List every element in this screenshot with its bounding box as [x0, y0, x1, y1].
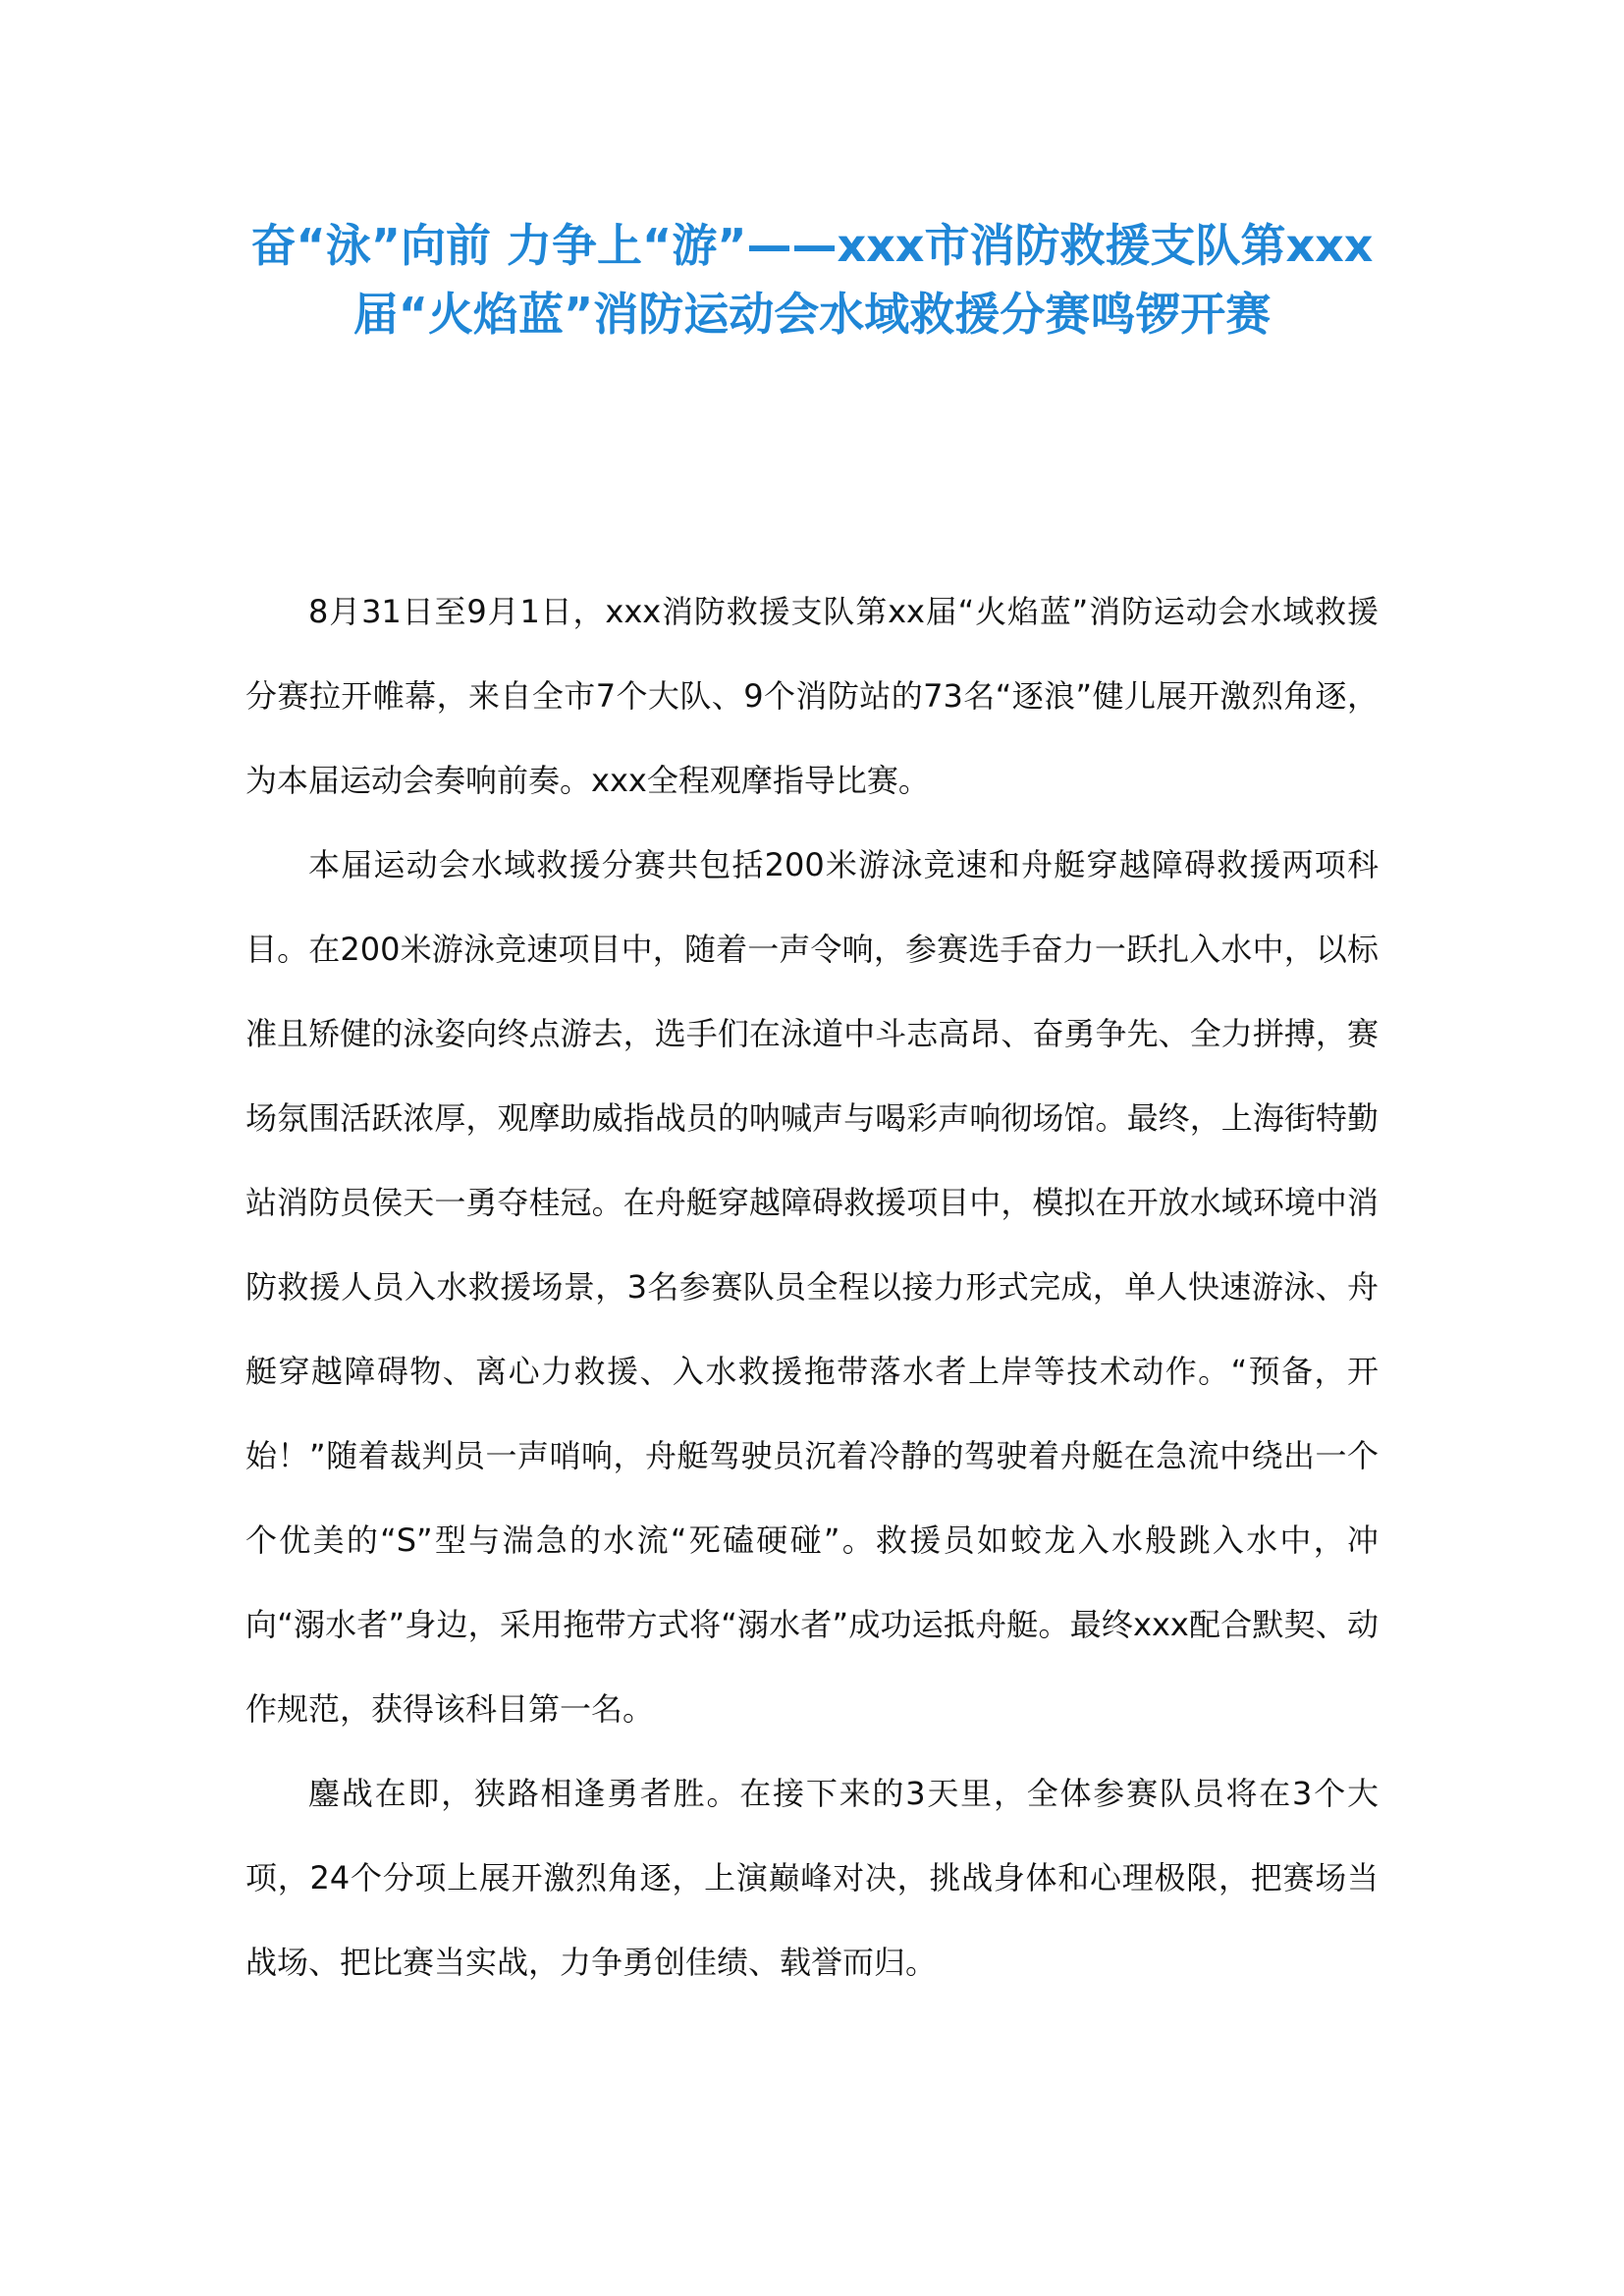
paragraph-1: 8月31日至9月1日，xxx消防救援支队第xx届“火焰蓝”消防运动会水域救援分赛拉开帷幕，来自全市7个大队、9个消防站的73名“逐浪”健儿展开激烈角逐，为本届运动会奏响前奏。xxx全程观摩指导比赛。 — [245, 593, 1379, 799]
paragraph-3: 鏖战在即，狭路相逢勇者胜。在接下来的3天里，全体参赛队员将在3个大项，24个分项上展开激烈角逐，上演巅峰对决，挑战身体和心理极限，把赛场当战场、把比赛当实战，力争勇创佳绩、载誉而归。 — [245, 1775, 1379, 1981]
paragraph-2: 本届运动会水域救援分赛共包括200米游泳竞速和舟艇穿越障碍救援两项科目。在200米游泳竞速项目中，随着一声令响，参赛选手奋力一跃扎入水中，以标准且矫健的泳姿向终点游去，选手们在泳道中斗志高昂、奋勇争先、全力拼搏，赛场氛围活跃浓厚，观摩助威指战员的呐喊声与喝彩声响彻场馆。最终，上海街特勤站消防员侯天一勇夺桂冠。在舟艇穿越障碍救援项目中，模拟在开放水域环境中消防救援人员入水救援场景，3名参赛队员全程以接力形式完成，单人快速游泳、舟艇穿越障碍物、离心力救援、入水救援拖带落水者上岸等技术动作。“预备，开始！”随着裁判员一声哨响，舟艇驾驶员沉着冷静的驾驶着舟艇在急流中绕出一个个优美的“S”型与湍急的水流“死磕硬碰”。救援员如蛟龙入水般跳入水中，冲向“溺水者”身边，采用拖带方式将“溺水者”成功运抵舟艇。最终xxx配合默契、动作规范，获得该科目第一名。 — [245, 846, 1379, 1728]
document-title: 奋“泳”向前 力争上“游”——xxx市消防救援支队第xxx届“火焰蓝”消防运动会水域救援分赛鸣锣开赛 — [250, 219, 1374, 341]
document-body — [245, 569, 1379, 2004]
